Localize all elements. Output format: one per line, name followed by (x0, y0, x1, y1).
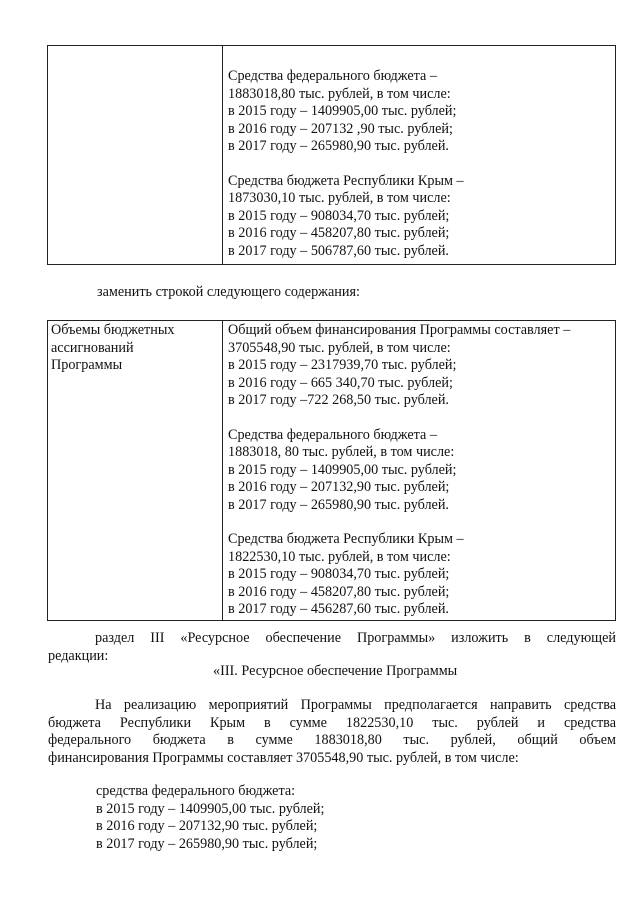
section-heading: «III. Ресурсное обеспечение Программы (213, 663, 458, 679)
label-line: Объемы бюджетных (51, 322, 175, 338)
list-item: в 2016 году – 207132,90 тыс. рублей; (96, 818, 318, 834)
text-line: Средства бюджета Республики Крым – (228, 531, 464, 547)
text-line: редакции: (48, 647, 109, 664)
text-line: 1883018,80 тыс. рублей, в том числе: (228, 85, 451, 102)
text-line: 1873030,10 тыс. рублей, в том числе: (228, 190, 451, 206)
list-item: в 2015 году – 1409905,00 тыс. рублей; (96, 800, 325, 817)
text-line: Средства федерального бюджета – (228, 68, 437, 84)
text-line: На реализацию мероприятий Программы предполагается направить средства (95, 697, 616, 713)
section-instruction (48, 630, 616, 665)
budget-table-new (47, 320, 616, 621)
table-cell-label (48, 46, 223, 265)
text-line: Общий объем финансирования Программы составляет – (228, 322, 571, 338)
text-line: федерального бюджета в сумме 1883018,80 тыс. рублей, общий объем (48, 732, 616, 748)
list-item: средства федерального бюджета: (96, 783, 296, 799)
text-line: Средства бюджета Республики Крым – (228, 172, 464, 189)
text-line: финансирования Программы составляет 3705548,90 тыс. рублей, в том числе: (48, 749, 519, 766)
text-line: в 2017 году –722 268,50 тыс. рублей. (228, 392, 449, 408)
text-line: в 2016 году – 207132,90 тыс. рублей; (228, 479, 450, 495)
text-line: бюджета Республики Крым в сумме 1822530,10 тыс. рублей и средства (48, 714, 616, 731)
text-line: в 2017 году – 506787,60 тыс. рублей. (228, 242, 449, 259)
text-line: в 2017 году – 265980,90 тыс. рублей. (228, 496, 449, 513)
text-line: в 2015 году – 2317939,70 тыс. рублей; (228, 357, 457, 373)
text-line: в 2015 году – 908034,70 тыс. рублей; (228, 566, 450, 582)
text-line: в 2016 году – 207132 ,90 тыс. рублей; (228, 120, 453, 137)
table-cell-label (48, 321, 223, 621)
text-line: в 2015 году – 1409905,00 тыс. рублей; (228, 103, 457, 119)
text-line: 1883018, 80 тыс. рублей, в том числе: (228, 444, 455, 460)
text-line: 3705548,90 тыс. рублей, в том числе: (228, 339, 451, 356)
label-line: Программы (51, 357, 123, 373)
text-line: 1822530,10 тыс. рублей, в том числе: (228, 548, 451, 565)
text-line: в 2016 году – 665 340,70 тыс. рублей; (228, 374, 453, 391)
text-line: в 2016 году – 458207,80 тыс. рублей; (228, 583, 450, 600)
budget-table-old (47, 45, 616, 265)
federal-budget-list (96, 783, 324, 853)
text-line: в 2017 году – 265980,90 тыс. рублей. (228, 138, 449, 154)
replace-instruction: заменить строкой следующего содержания: (97, 284, 360, 300)
list-item: в 2017 году – 265980,90 тыс. рублей; (96, 835, 318, 852)
text-line: в 2017 году – 456287,60 тыс. рублей. (228, 601, 449, 617)
text-line: в 2016 году – 458207,80 тыс. рублей; (228, 225, 450, 241)
text-line: в 2015 году – 1409905,00 тыс. рублей; (228, 461, 457, 478)
text-line: раздел III «Ресурсное обеспечение Программы» изложить в следующей (95, 630, 616, 646)
text-line: Средства федерального бюджета – (228, 426, 437, 443)
table-cell-content (223, 46, 616, 265)
table-row (48, 321, 616, 621)
table-cell-content (223, 321, 616, 621)
text-line: в 2015 году – 908034,70 тыс. рублей; (228, 207, 450, 224)
table-row (48, 46, 616, 265)
label-line: ассигнований (51, 339, 134, 356)
body-paragraph (48, 697, 616, 767)
